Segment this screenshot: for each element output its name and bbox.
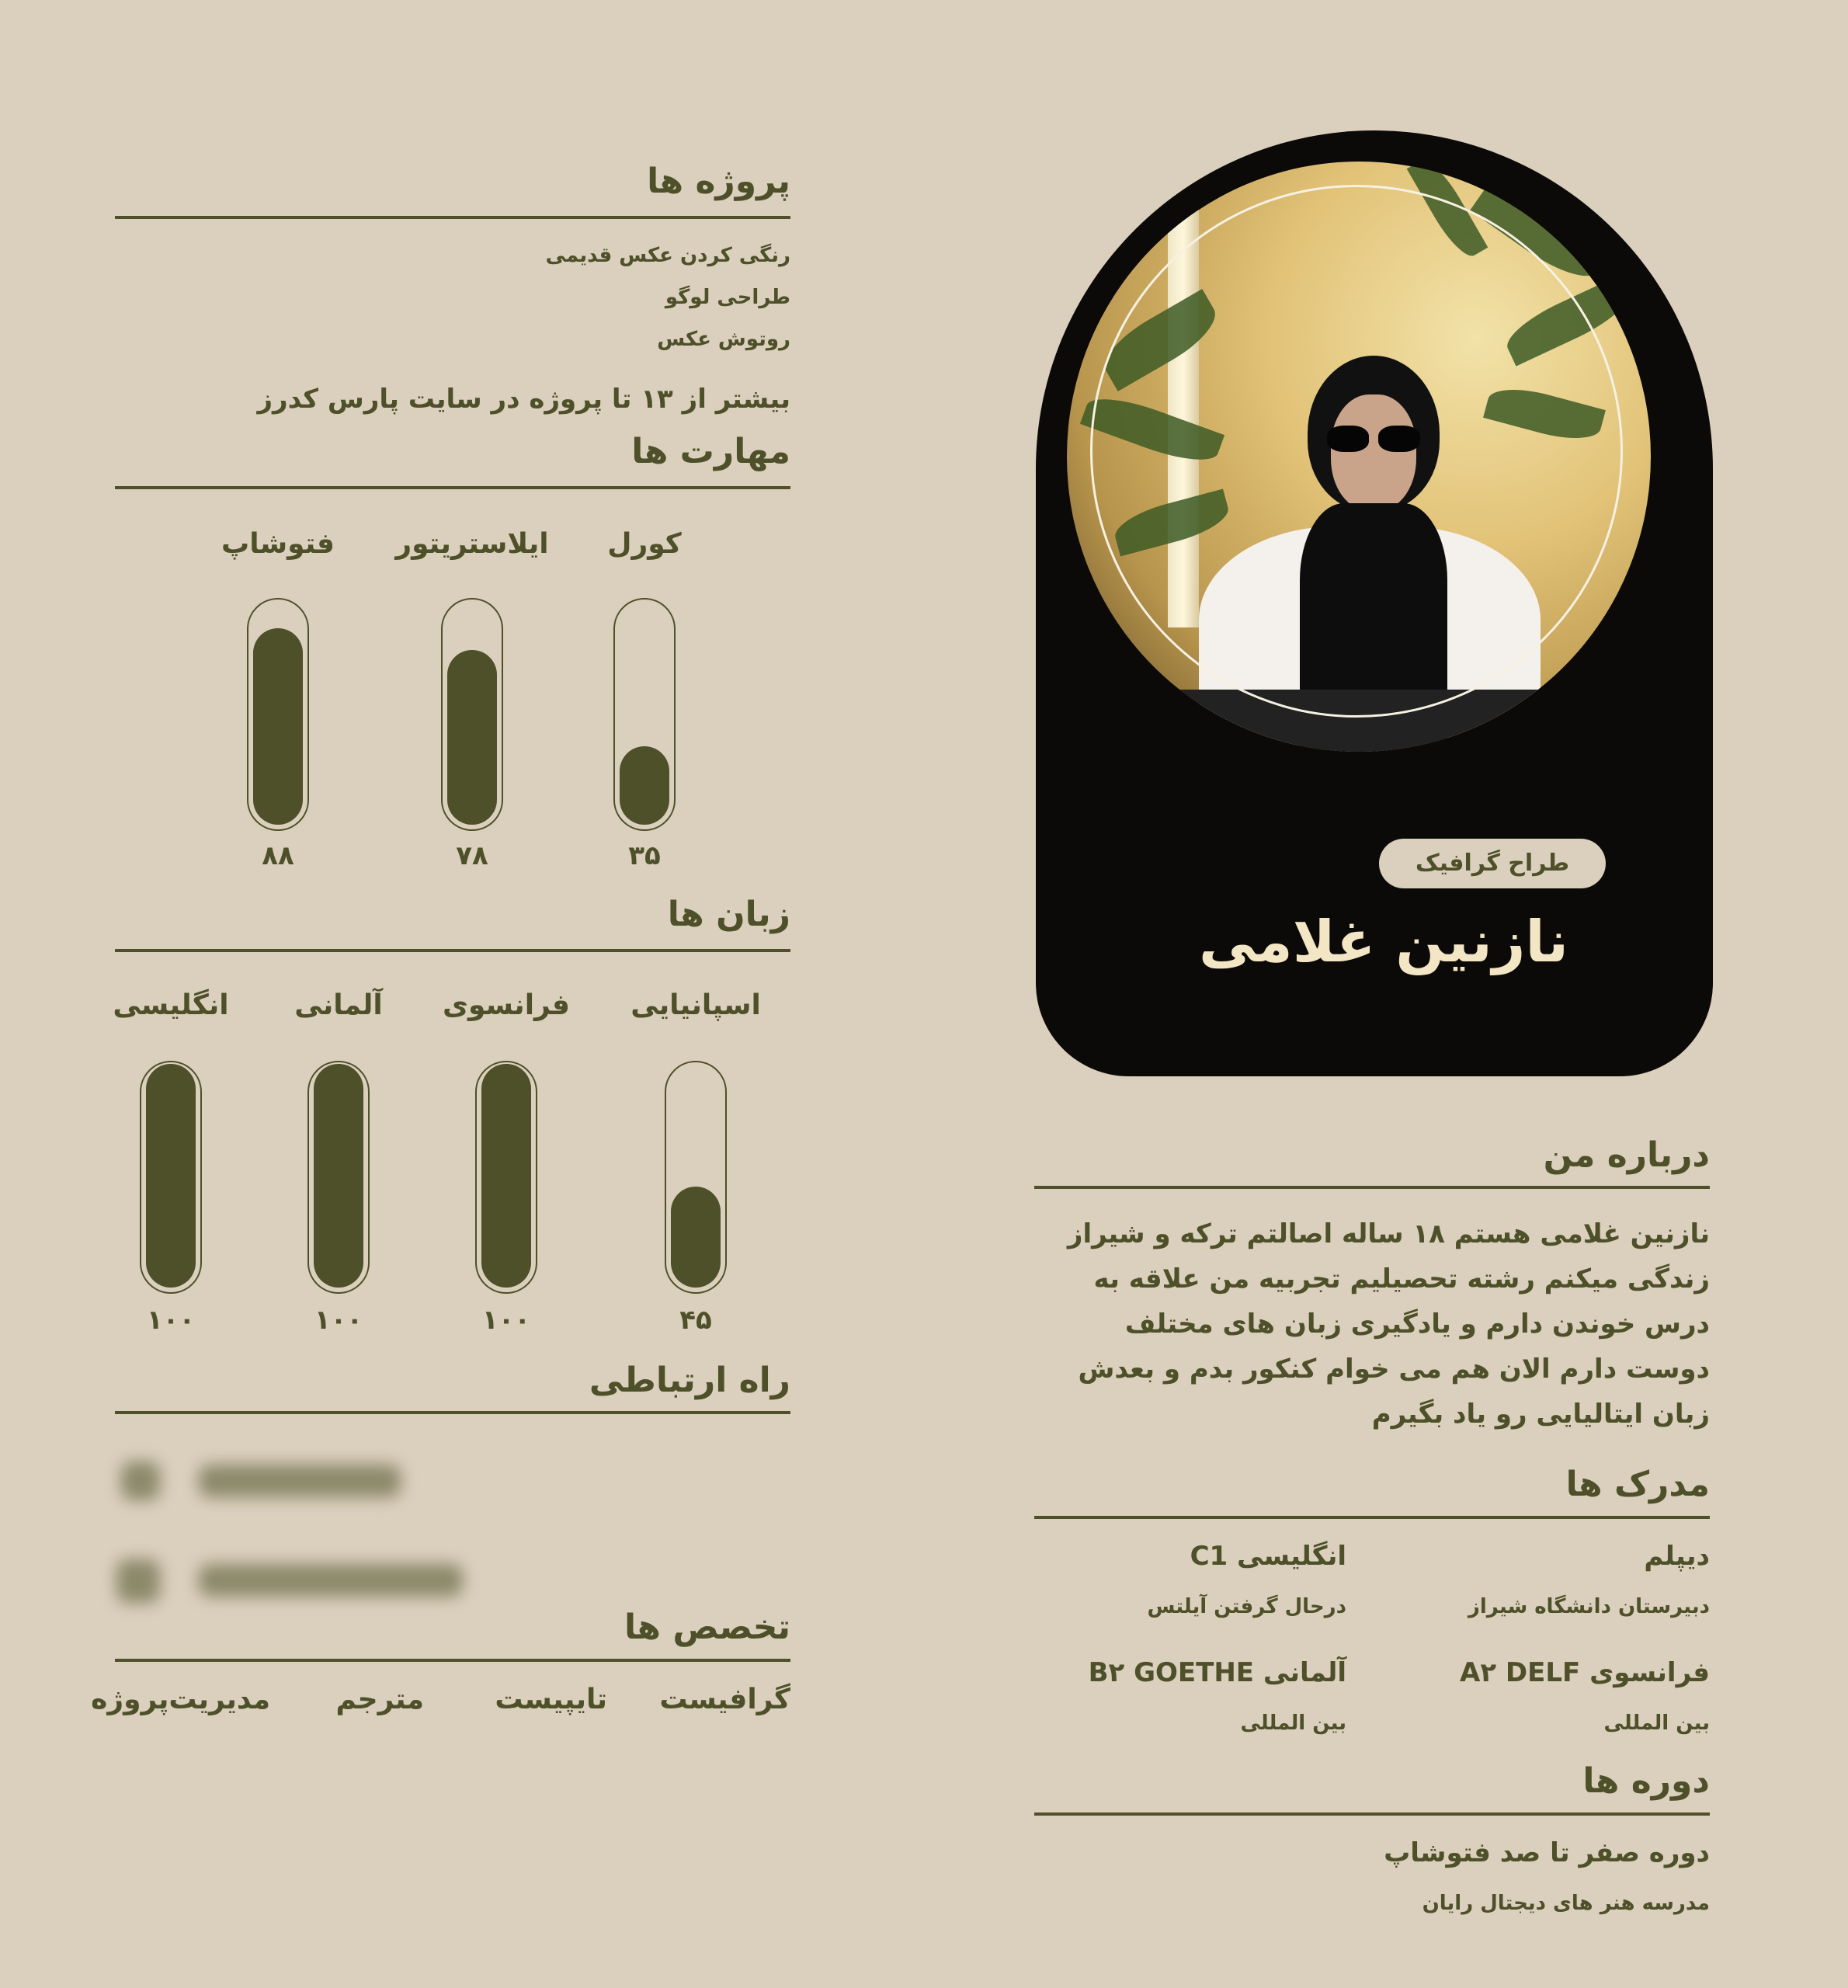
contact-phone-redacted: [199, 1465, 401, 1497]
language-bar-fill: [146, 1064, 196, 1288]
skill-bar-fill: [620, 746, 669, 825]
role-badge: طراح گرافیک: [1379, 839, 1606, 888]
language-label: آلمانی: [294, 989, 383, 1021]
about-line: زبان ایتالیایی رو یاد بگیرم: [1371, 1399, 1710, 1430]
skill-bar-fill: [447, 650, 497, 825]
skill-bar: [613, 598, 676, 831]
courses-rule: [1034, 1812, 1710, 1816]
language-value: ۱۰۰: [314, 1305, 363, 1336]
specialty-item: مترجم: [335, 1684, 424, 1715]
contact-title: راه ارتباطی: [589, 1361, 790, 1400]
certificate-name: انگلیسی C1: [1190, 1541, 1346, 1572]
specialty-item: تایپیست: [495, 1684, 607, 1715]
language-bar-fill: [481, 1064, 531, 1288]
language-label: انگلیسی: [113, 989, 229, 1021]
language-bar-fill: [314, 1064, 363, 1288]
projects-rule: [115, 216, 790, 219]
specialty-item: مدیریت‌پروژه: [91, 1684, 270, 1715]
specialties-title: تخصص ها: [624, 1607, 790, 1647]
projects-note: بیشتر از ۱۳ تا پروژه در سایت پارس کدرز: [257, 384, 790, 415]
language-value: ۴۵: [679, 1305, 712, 1336]
skill-bar: [441, 598, 503, 831]
skill-label: فتوشاپ: [221, 528, 335, 560]
about-text: [1026, 1211, 1710, 1437]
language-bar-fill: [671, 1187, 721, 1288]
photo-ring: [1090, 185, 1623, 718]
language-label: اسپانیایی: [630, 989, 761, 1021]
courses-title: دوره ها: [1582, 1761, 1710, 1801]
language-bar: [475, 1061, 537, 1294]
skills-title: مهارت ها: [631, 432, 790, 471]
project-item: رنگی کردن عکس قدیمی: [545, 244, 790, 267]
contact-email-redacted: [199, 1564, 463, 1597]
skills-rule: [115, 486, 790, 489]
skill-value: ۳۵: [628, 840, 661, 871]
projects-title: پروژه ها: [647, 162, 790, 201]
language-value: ۱۰۰: [481, 1305, 531, 1336]
project-item: طراحی لوگو: [665, 286, 790, 309]
skill-bar: [247, 598, 309, 831]
phone-icon: [121, 1461, 160, 1500]
language-bar: [140, 1061, 202, 1294]
skill-label: کورل: [607, 528, 682, 560]
specialty-item: گرافیست: [659, 1684, 790, 1715]
about-title: درباره من: [1543, 1135, 1710, 1175]
language-label: فرانسوی: [442, 989, 571, 1021]
language-value: ۱۰۰: [146, 1305, 196, 1336]
languages-title: زبان ها: [667, 895, 790, 934]
language-bar: [665, 1061, 727, 1294]
specialties-rule: [115, 1659, 790, 1662]
certificates-title: مدرک ها: [1565, 1465, 1710, 1504]
about-line: نازنین غلامی هستم ۱۸ ساله اصالتم ترکه و شیراز: [1067, 1218, 1710, 1249]
skill-value: ۷۸: [456, 840, 488, 871]
languages-rule: [115, 949, 790, 952]
contact-rule: [115, 1411, 790, 1414]
about-line: درس خوندن دارم و یادگیری زبان های مختلف: [1124, 1309, 1710, 1340]
language-bar: [307, 1061, 370, 1294]
certificate-name: فرانسوی A۲ DELF: [1460, 1657, 1710, 1688]
certificate-detail: درحال گرفتن آیلتس: [1147, 1595, 1346, 1618]
about-rule: [1034, 1186, 1710, 1189]
certificate-detail: بین المللی: [1603, 1712, 1710, 1735]
skill-label: ایلاستریتور: [395, 528, 549, 560]
profile-name: نازنین غلامی: [1199, 909, 1568, 975]
skill-bar-fill: [253, 628, 303, 825]
email-icon: [116, 1559, 160, 1603]
certificates-rule: [1034, 1516, 1710, 1519]
certificate-name: دیپلم: [1644, 1541, 1710, 1572]
certificate-detail: دبیرستان دانشگاه شیراز: [1468, 1595, 1710, 1618]
certificate-detail: بین المللی: [1240, 1712, 1346, 1735]
certificate-name: آلمانی B۲ GOETHE: [1088, 1657, 1346, 1688]
course-name: دوره صفر تا صد فتوشاپ: [1384, 1837, 1710, 1868]
about-line: دوست دارم الان هم می خوام کنکور بدم و بعدش: [1078, 1354, 1710, 1385]
about-line: زندگی میکنم رشته تحصیلیم تجربیه من علاقه به: [1093, 1263, 1710, 1295]
project-item: روتوش عکس: [657, 328, 790, 351]
course-detail: مدرسه هنر های دیجتال رایان: [1422, 1892, 1710, 1915]
skill-value: ۸۸: [262, 840, 294, 871]
